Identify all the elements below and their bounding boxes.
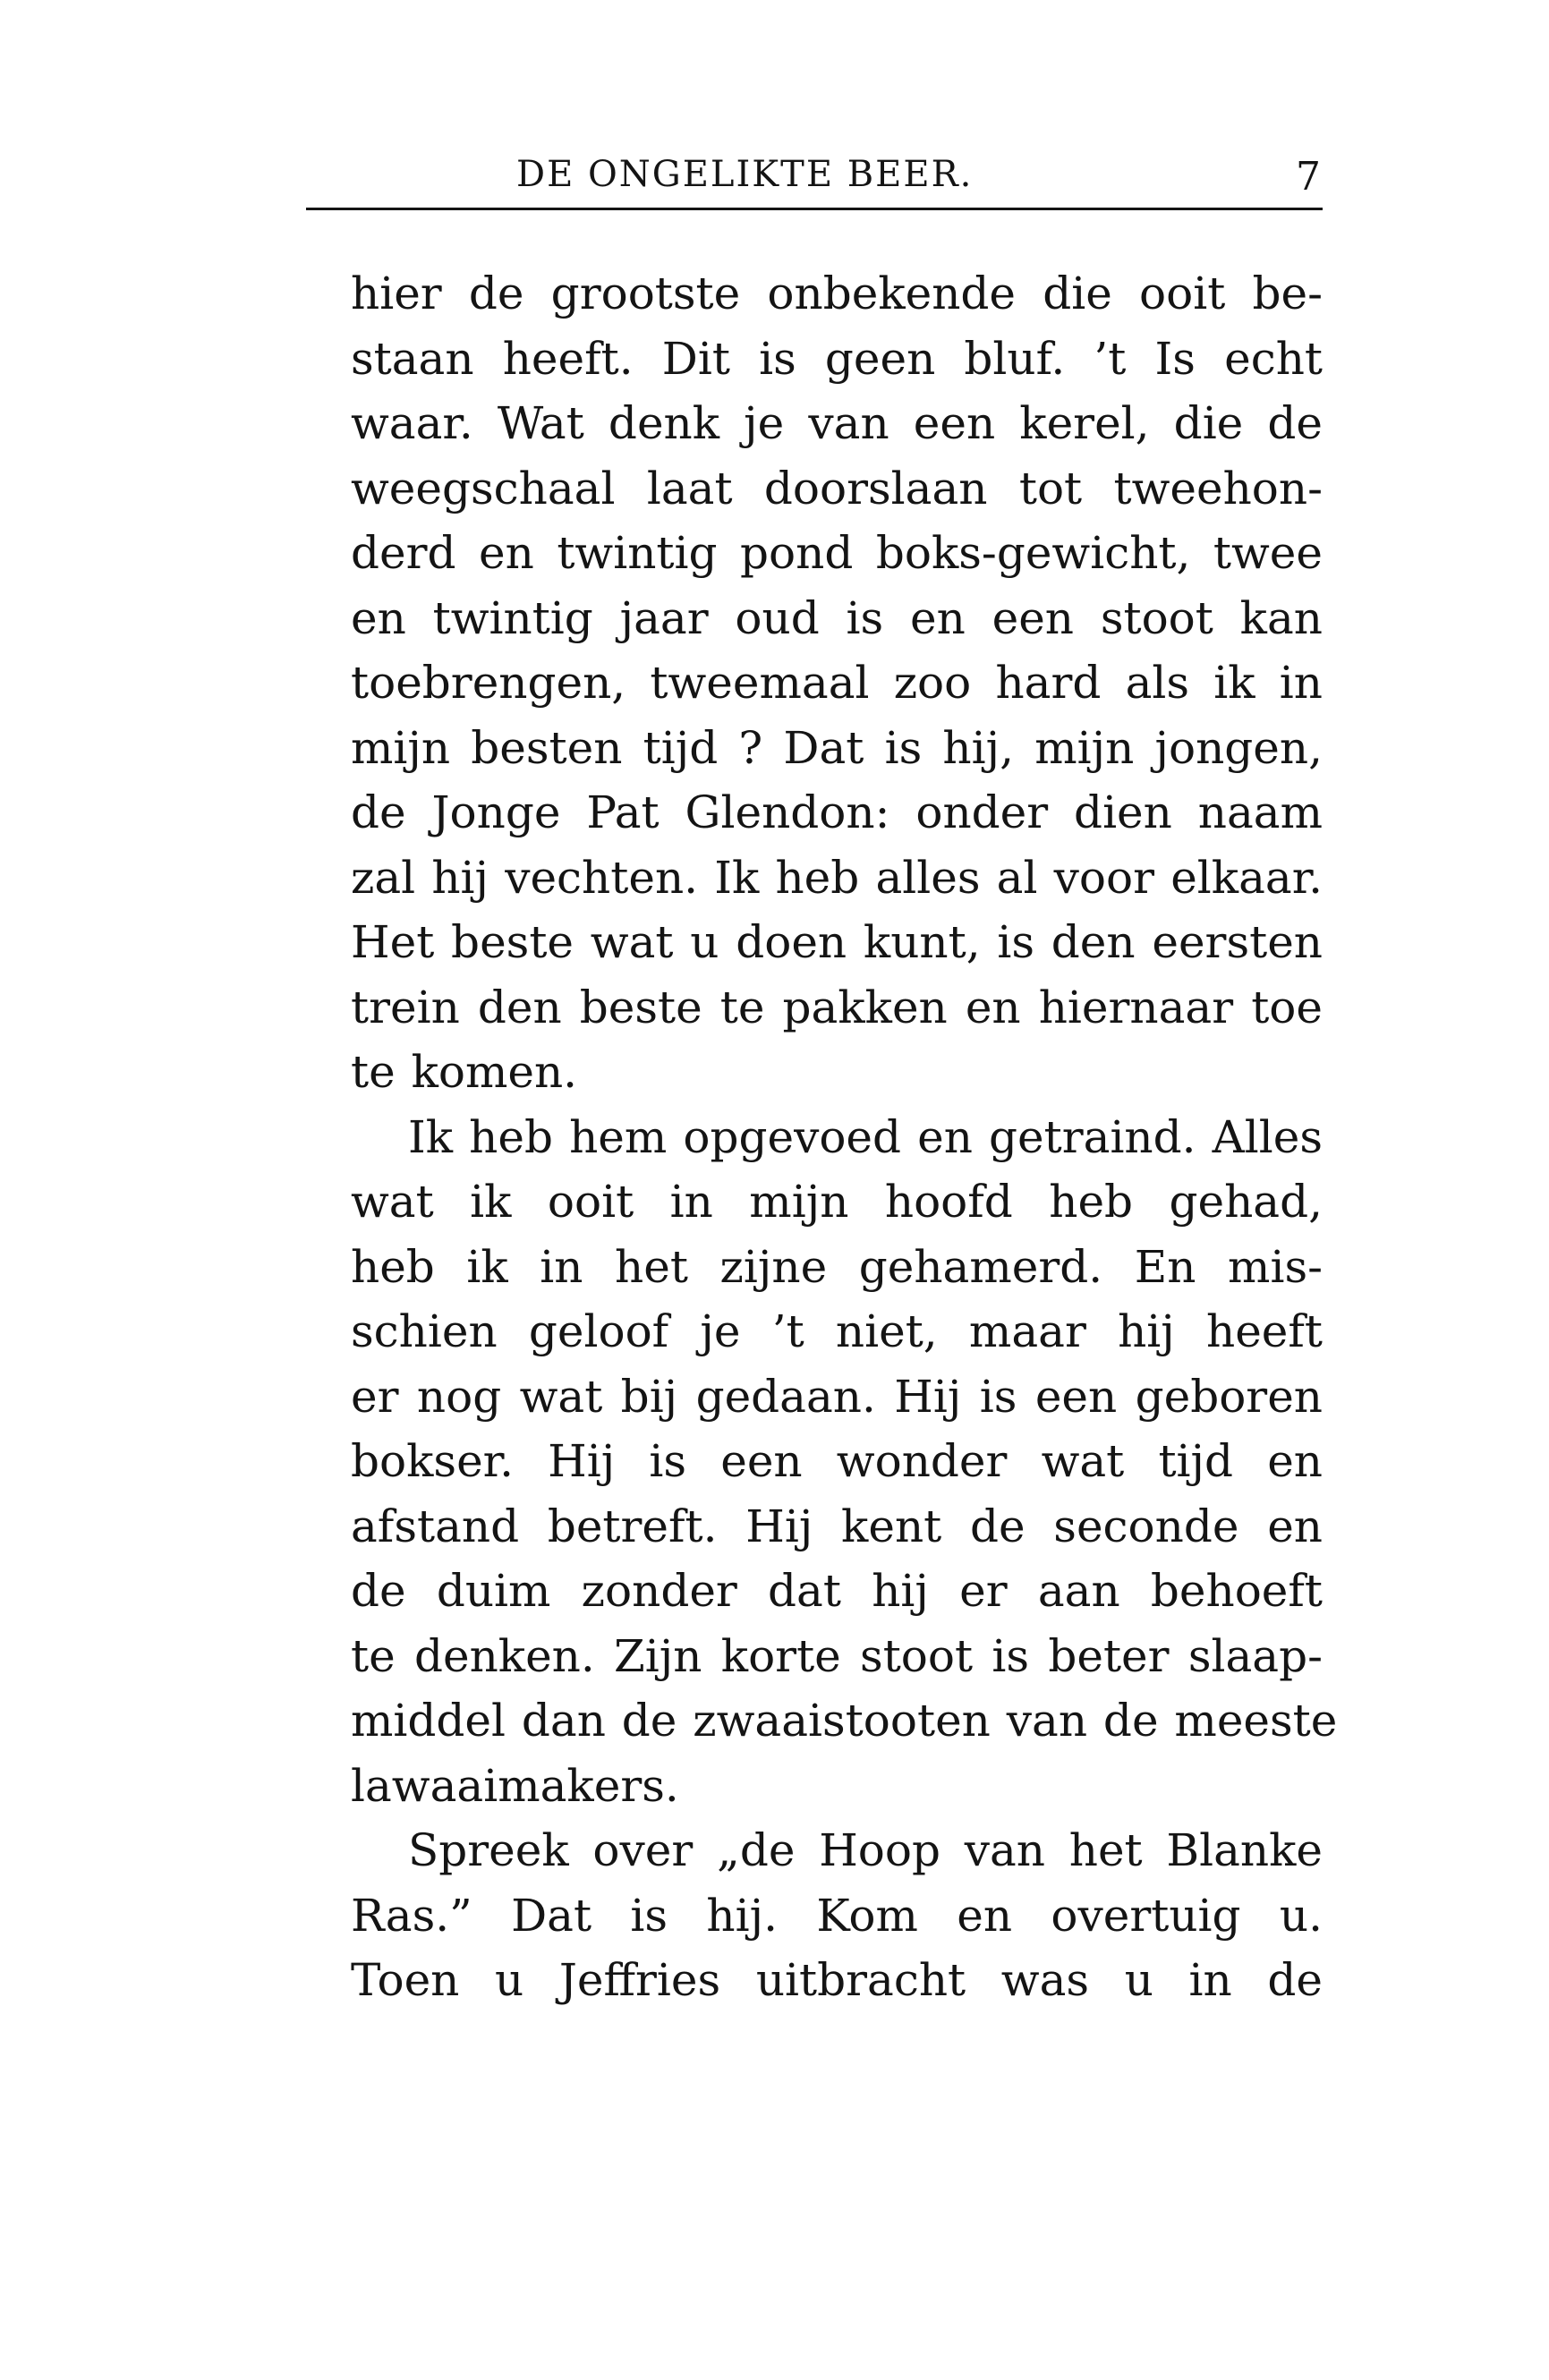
text-line: te komen.: [351, 1046, 578, 1098]
text-line: derd en twintig pond boks-gewicht, twee: [351, 527, 1323, 579]
text-line: en twintig jaar oud is en een stoot kan: [351, 591, 1323, 644]
text-line: lawaaimakers.: [351, 1759, 679, 1812]
text-line: schien geloof je ’t niet, maar hij heeft: [351, 1305, 1323, 1357]
text-line: mijn besten tijd ? Dat is hij, mijn jongen,: [351, 721, 1323, 774]
body-text: [351, 261, 1338, 2013]
text-line: de duim zonder dat hij er aan behoeft: [351, 1565, 1323, 1617]
text-line: er nog wat bij gedaan. Hij is een geboren: [351, 1370, 1323, 1423]
text-line: te denken. Zijn korte stoot is beter slaap-: [351, 1629, 1323, 1682]
text-line: wat ik ooit in mijn hoofd heb gehad,: [351, 1176, 1323, 1228]
text-line: toebrengen, tweemaal zoo hard als ik in: [351, 657, 1323, 709]
page-number: 7: [1296, 154, 1323, 200]
text-line: afstand betreft. Hij kent de seconde en: [351, 1500, 1323, 1552]
text-line: heb ik in het zijne gehamerd. En mis-: [351, 1240, 1323, 1293]
text-line: Ras.” Dat is hij. Kom en overtuig u.: [351, 1889, 1323, 1942]
text-line: bokser. Hij is een wonder wat tijd en: [351, 1435, 1323, 1487]
text-line: Spreek over „de Hoop van het Blanke: [408, 1824, 1323, 1876]
text-line: staan heeft. Dit is geen bluf. ’t Is echt: [351, 332, 1323, 385]
text-line: Toen u Jeffries uitbracht was u in de: [351, 1954, 1323, 2006]
text-line: waar. Wat denk je van een kerel, die de: [351, 397, 1323, 449]
text-line: weegschaal laat doorslaan tot tweehon-: [351, 462, 1323, 514]
text-line: de Jonge Pat Glendon: onder dien naam: [351, 786, 1323, 838]
text-line: Het beste wat u doen kunt, is den eersten: [351, 916, 1323, 968]
text-line: hier de grootste onbekende die ooit be-: [351, 268, 1323, 319]
text-line: trein den beste te pakken en hiernaar toe: [351, 981, 1323, 1033]
text-line: Ik heb hem opgevoed en getraind. Alles: [408, 1110, 1323, 1163]
running-header: [306, 141, 1323, 206]
header-rule: [306, 208, 1323, 210]
text-line: middel dan de zwaaistooten van de meeste: [351, 1695, 1338, 1747]
text-line: zal hij vechten. Ik heb alles al voor elkaar.: [351, 851, 1323, 904]
running-title: DE ONGELIKTE BEER.: [516, 154, 974, 195]
